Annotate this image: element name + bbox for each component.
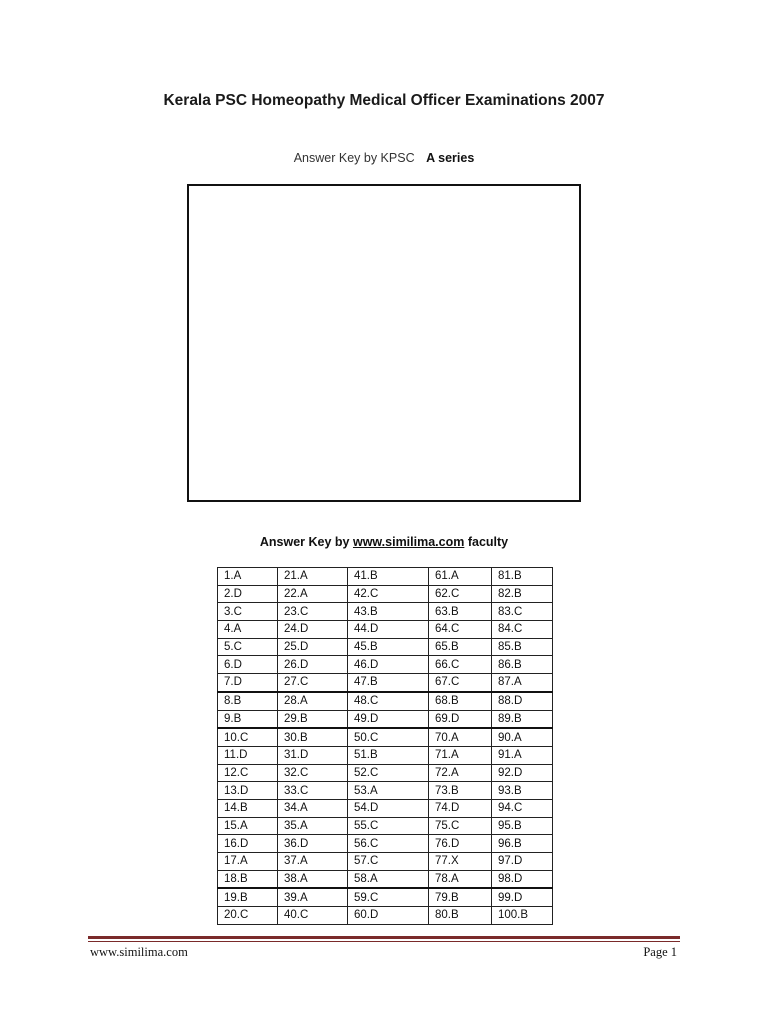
answer-cell: 83.C: [492, 603, 553, 621]
answer-key-table: [217, 567, 553, 925]
footer-rule-thick: [88, 936, 680, 939]
table-row: [218, 656, 553, 674]
answer-cell: 53.A: [348, 782, 429, 800]
answer-cell: 44.D: [348, 621, 429, 639]
table-row: [218, 888, 553, 906]
answer-cell: 85.B: [492, 638, 553, 656]
answer-cell: 64.C: [429, 621, 492, 639]
heading-prefix: Answer Key by: [259, 535, 353, 549]
answer-cell: 8.B: [218, 692, 278, 710]
answer-cell: 47.B: [348, 674, 429, 692]
answer-cell: 54.D: [348, 799, 429, 817]
answer-cell: 72.A: [429, 764, 492, 782]
answer-cell: 82.B: [492, 585, 553, 603]
answer-cell: 16.D: [218, 835, 278, 853]
answer-cell: 23.C: [278, 603, 348, 621]
answer-cell: 52.C: [348, 764, 429, 782]
answer-cell: 11.D: [218, 746, 278, 764]
answer-cell: 97.D: [492, 853, 553, 871]
answer-cell: 61.A: [429, 568, 492, 586]
answer-cell: 34.A: [278, 799, 348, 817]
answer-cell: 96.B: [492, 835, 553, 853]
answer-cell: 26.D: [278, 656, 348, 674]
answer-cell: 9.B: [218, 710, 278, 728]
answer-cell: 24.D: [278, 621, 348, 639]
answer-cell: 69.D: [429, 710, 492, 728]
answer-cell: 99.D: [492, 888, 553, 906]
answer-cell: 62.C: [429, 585, 492, 603]
answer-cell: 12.C: [218, 764, 278, 782]
subtitle-prefix: Answer Key by KPSC: [293, 151, 415, 165]
answer-cell: 35.A: [278, 817, 348, 835]
answer-cell: 22.A: [278, 585, 348, 603]
answer-cell: 87.A: [492, 674, 553, 692]
answer-key-heading: [0, 535, 768, 549]
heading-suffix: faculty: [464, 535, 509, 549]
answer-cell: 55.C: [348, 817, 429, 835]
answer-cell: 27.C: [278, 674, 348, 692]
answer-cell: 100.B: [492, 907, 553, 925]
answer-cell: 43.B: [348, 603, 429, 621]
answer-cell: 1.A: [218, 568, 278, 586]
answer-cell: 10.C: [218, 728, 278, 746]
answer-cell: 93.B: [492, 782, 553, 800]
answer-cell: 88.D: [492, 692, 553, 710]
table-row: [218, 799, 553, 817]
answer-cell: 92.D: [492, 764, 553, 782]
table-row: [218, 907, 553, 925]
answer-cell: 60.D: [348, 907, 429, 925]
blank-answer-image-box: [187, 184, 581, 502]
table-row: [218, 621, 553, 639]
answer-cell: 36.D: [278, 835, 348, 853]
answer-cell: 25.D: [278, 638, 348, 656]
answer-cell: 42.C: [348, 585, 429, 603]
table-row: [218, 835, 553, 853]
answer-cell: 33.C: [278, 782, 348, 800]
answer-cell: 81.B: [492, 568, 553, 586]
answer-cell: 29.B: [278, 710, 348, 728]
answer-cell: 66.C: [429, 656, 492, 674]
answer-cell: 49.D: [348, 710, 429, 728]
table-row: [218, 764, 553, 782]
table-row: [218, 603, 553, 621]
answer-cell: 65.B: [429, 638, 492, 656]
answer-cell: 94.C: [492, 799, 553, 817]
answer-cell: 40.C: [278, 907, 348, 925]
footer-page-number: Page 1: [643, 945, 677, 959]
answer-cell: 46.D: [348, 656, 429, 674]
answer-cell: 4.A: [218, 621, 278, 639]
table-row: [218, 674, 553, 692]
answer-cell: 68.B: [429, 692, 492, 710]
table-row: [218, 710, 553, 728]
table-row: [218, 817, 553, 835]
answer-cell: 48.C: [348, 692, 429, 710]
answer-cell: 71.A: [429, 746, 492, 764]
answer-cell: 2.D: [218, 585, 278, 603]
answer-cell: 3.C: [218, 603, 278, 621]
answer-cell: 45.B: [348, 638, 429, 656]
answer-cell: 70.A: [429, 728, 492, 746]
answer-cell: 76.D: [429, 835, 492, 853]
answer-cell: 74.D: [429, 799, 492, 817]
answer-cell: 91.A: [492, 746, 553, 764]
answer-cell: 30.B: [278, 728, 348, 746]
footer-rule-thin: [88, 941, 680, 942]
answer-cell: 18.B: [218, 870, 278, 888]
answer-cell: 13.D: [218, 782, 278, 800]
answer-cell: 51.B: [348, 746, 429, 764]
subtitle-series: A series: [426, 151, 475, 165]
answer-cell: 6.D: [218, 656, 278, 674]
answer-cell: 20.C: [218, 907, 278, 925]
answer-cell: 21.A: [278, 568, 348, 586]
answer-cell: 77.X: [429, 853, 492, 871]
table-row: [218, 853, 553, 871]
table-row: [218, 782, 553, 800]
answer-cell: 7.D: [218, 674, 278, 692]
answer-cell: 15.A: [218, 817, 278, 835]
table-row: [218, 638, 553, 656]
table-row: [218, 585, 553, 603]
similima-link[interactable]: www.similima.com: [352, 535, 465, 549]
answer-cell: 80.B: [429, 907, 492, 925]
answer-cell: 89.B: [492, 710, 553, 728]
document-subtitle: [0, 151, 768, 165]
answer-cell: 41.B: [348, 568, 429, 586]
answer-cell: 37.A: [278, 853, 348, 871]
answer-cell: 32.C: [278, 764, 348, 782]
answer-cell: 95.B: [492, 817, 553, 835]
answer-cell: 58.A: [348, 870, 429, 888]
answer-cell: 14.B: [218, 799, 278, 817]
answer-cell: 73.B: [429, 782, 492, 800]
table-row: [218, 870, 553, 888]
answer-cell: 38.A: [278, 870, 348, 888]
answer-cell: 90.A: [492, 728, 553, 746]
answer-cell: 28.A: [278, 692, 348, 710]
answer-cell: 17.A: [218, 853, 278, 871]
answer-cell: 75.C: [429, 817, 492, 835]
answer-cell: 84.C: [492, 621, 553, 639]
answer-cell: 39.A: [278, 888, 348, 906]
document-title: Kerala PSC Homeopathy Medical Officer Examinations 2007: [163, 92, 605, 109]
answer-cell: 86.B: [492, 656, 553, 674]
answer-cell: 19.B: [218, 888, 278, 906]
table-row: [218, 746, 553, 764]
answer-cell: 78.A: [429, 870, 492, 888]
table-row: [218, 568, 553, 586]
answer-cell: 79.B: [429, 888, 492, 906]
answer-cell: 63.B: [429, 603, 492, 621]
answer-cell: 31.D: [278, 746, 348, 764]
answer-cell: 56.C: [348, 835, 429, 853]
answer-cell: 98.D: [492, 870, 553, 888]
table-row: [218, 728, 553, 746]
answer-cell: 50.C: [348, 728, 429, 746]
answer-cell: 67.C: [429, 674, 492, 692]
answer-cell: 57.C: [348, 853, 429, 871]
footer-website: www.similima.com: [90, 945, 188, 959]
answer-cell: 59.C: [348, 888, 429, 906]
answer-cell: 5.C: [218, 638, 278, 656]
table-row: [218, 692, 553, 710]
